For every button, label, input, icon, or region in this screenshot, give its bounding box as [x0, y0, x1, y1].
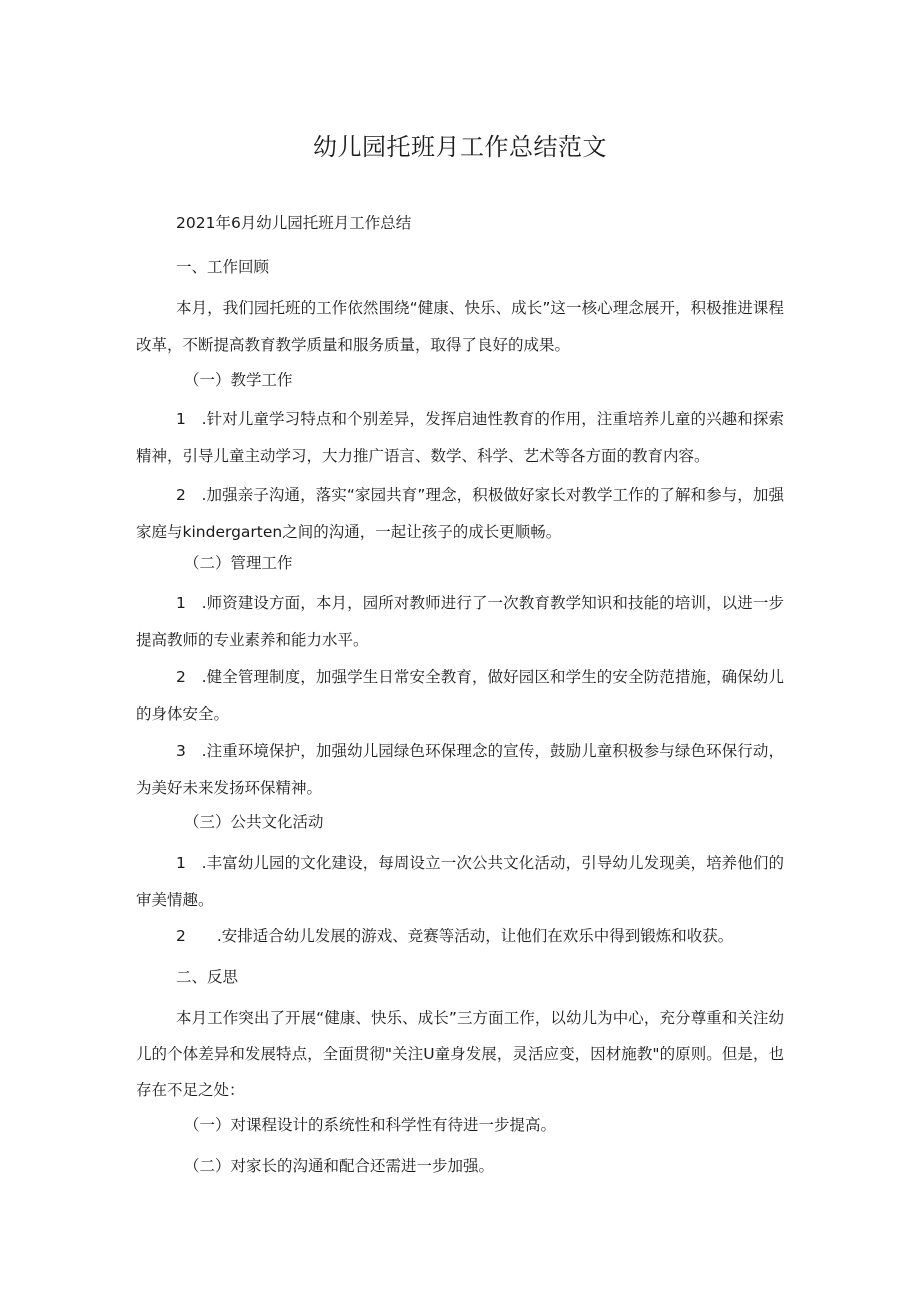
subheading-culture: （三）公共文化活动 — [184, 813, 324, 831]
management-item-3: 3 .注重环境保护，加强幼儿园绿色环保理念的宣传，鼓励儿童积极参与绿色环保行动，为美好未来发扬环保精神。 — [136, 742, 784, 797]
document-title: 幼儿园托班月工作总结范文 — [313, 133, 607, 161]
report-subtitle: 2021年6月幼儿园托班月工作总结 — [176, 214, 412, 232]
culture-item-1: 1 .丰富幼儿园的文化建设，每周设立一次公共文化活动，引导幼儿发现美，培养他们的审美情趣。 — [136, 854, 784, 909]
shortcoming-1: （一）对课程设计的系统性和科学性有待进一步提高。 — [184, 1116, 557, 1134]
management-item-2: 2 .健全管理制度，加强学生日常安全教育，做好园区和学生的安全防范措施，确保幼儿的身体安全。 — [136, 668, 784, 723]
intro-paragraph: 本月，我们园托班的工作依然围绕“健康、快乐、成长”这一核心理念展开，积极推进课程改革，不断提高教育教学质量和服务质量，取得了良好的成果。 — [136, 299, 784, 354]
teaching-item-2: 2 .加强亲子沟通，落实“家园共育”理念，积极做好家长对教学工作的了解和参与，加强家庭与kindergarten之间的沟通，一起让孩子的成长更顺畅。 — [136, 486, 784, 541]
reflection-paragraph: 本月工作突出了开展“健康、快乐、成长”三方面工作，以幼儿为中心，充分尊重和关注幼儿的个体差异和发展特点，全面贯彻"关注U童身发展，灵活应变，因材施教"的原则。但是，也存在不足之处： — [136, 1009, 784, 1099]
shortcoming-2: （二）对家长的沟通和配合还需进一步加强。 — [184, 1157, 495, 1175]
management-item-1: 1 .师资建设方面，本月，园所对教师进行了一次教育教学知识和技能的培训，以进一步提高教师的专业素养和能力水平。 — [136, 594, 784, 649]
teaching-item-1: 1 .针对儿童学习特点和个别差异，发挥启迪性教育的作用，注重培养儿童的兴趣和探索精神，引导儿童主动学习，大力推广语言、数学、科学、艺术等各方面的教育内容。 — [136, 410, 784, 465]
culture-item-2: 2 .安排适合幼儿发展的游戏、竞赛等活动，让他们在欢乐中得到锻炼和收获。 — [176, 927, 734, 945]
section-heading-review: 一、工作回顾 — [176, 258, 270, 276]
subheading-management: （二）管理工作 — [184, 554, 293, 572]
section-heading-reflection: 二、反思 — [176, 968, 239, 986]
subheading-teaching: （一）教学工作 — [184, 371, 293, 389]
